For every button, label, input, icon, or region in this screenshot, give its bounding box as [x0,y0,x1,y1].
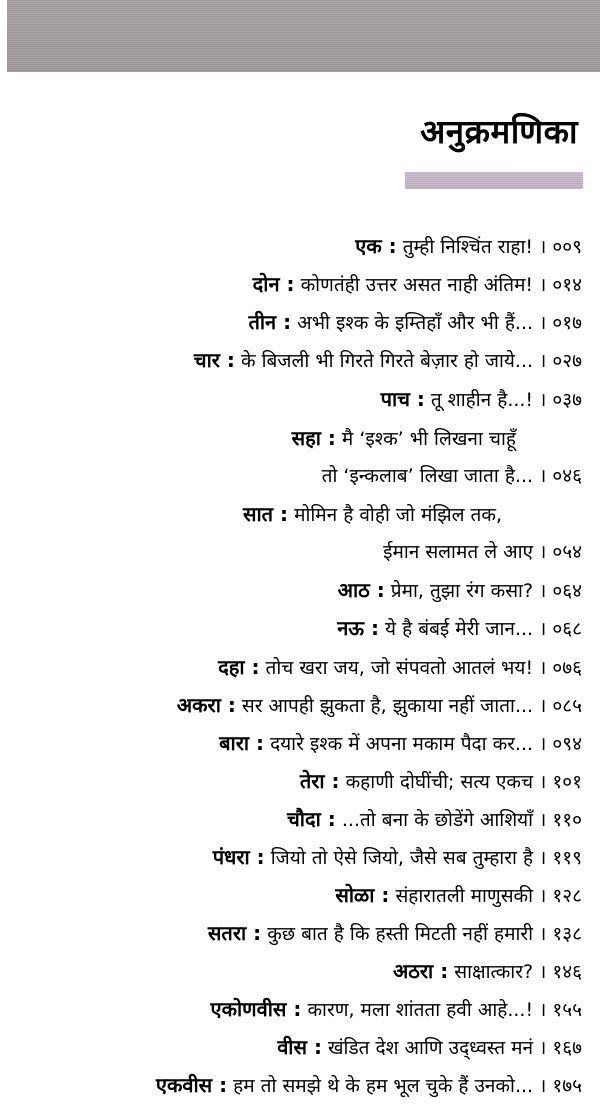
toc-title: हम तो समझे थे के हम भूल चुके हैं उनको... [233,1075,534,1097]
toc-entry [292,422,516,454]
toc-title: कहाणी दोघींची; सत्य एकच [345,771,534,793]
toc-title: तुम्ही निश्चिंत राहा! [402,236,534,258]
toc-page: । १०१ [539,771,582,793]
toc-title: तो ‘इन्कलाब’ लिखा जाता है... [321,465,534,487]
toc-entry [243,498,502,530]
toc-title: प्रेमा, तुझा रंग कसा? [390,580,534,602]
toc-page: । ०१७ [539,312,582,334]
toc-entry [287,803,582,835]
toc-label: आठ : [337,578,385,602]
toc-page: । ११९ [539,847,582,869]
toc-label: दोन : [252,272,295,296]
toc-label: नऊ : [337,616,379,640]
toc-label: एकवीस : [155,1073,228,1097]
toc-label: अकरा : [176,693,236,717]
toc-entry [156,1069,582,1101]
toc-entry [208,917,582,949]
toc-entry [213,841,582,873]
toc-label: एकोणवीस : [210,997,302,1021]
toc-page: । ११० [539,809,582,831]
toc-page: । ०२७ [539,350,582,372]
toc-entry [253,268,582,300]
title-underline-bar [405,172,583,189]
toc-entry [211,993,582,1025]
toc-title: जियो तो ऐसे जियो, जैसे सब तुम्हारा है [270,847,534,869]
toc-label: सहा : [291,426,336,450]
toc-page: । ०८५ [539,695,582,717]
toc-page: । ०७६ [539,657,582,679]
toc-title: के बिजली भी गिरते गिरते बेज़ार हो जाये... [240,350,534,372]
toc-page: । ००९ [539,236,582,258]
toc-entry [337,612,582,644]
toc-label: सतरा : [207,921,262,945]
toc-entry [194,344,582,376]
toc-entry [335,879,582,911]
toc-page: । १६७ [539,1037,582,1059]
toc-page: । ०४६ [539,465,582,487]
toc-entry [177,689,582,721]
toc-title: मै ‘इश्क’ भी लिखना चाहूँ [341,428,516,450]
toc-title: दयारे इश्क में अपना मकाम पैदा कर... [270,733,534,755]
toc-label: वीस : [277,1035,322,1059]
toc-title: अभी इश्क के इम्तिहाँ और भी हैं... [297,312,534,334]
toc-label: अठरा : [392,959,449,983]
toc-label: बारा : [219,731,265,755]
toc-title: कारण, मला शांतता हवी आहे...! [307,999,534,1021]
toc-page: । ०१४ [539,274,582,296]
toc-title: कुछ बात है कि हस्ती मिटती नहीं हमारी [267,923,534,945]
toc-entry [381,383,582,415]
toc-label: चार : [193,348,235,372]
toc-entry [393,955,582,987]
toc-label: पाच : [380,387,425,411]
toc-title: ये है बंबई मेरी जान... [385,618,534,640]
toc-page: । ०३७ [539,389,582,411]
toc-page: । १२८ [539,885,582,907]
toc-entry [300,765,582,797]
toc-page: । ०६८ [539,618,582,640]
header-band [7,0,600,72]
toc-title: ईमान सलामत ले आए [383,541,534,563]
toc-title: संहारातली माणुसकी [395,885,534,907]
toc-label: तेरा : [299,769,340,793]
toc-title: तू शाहीन है...! [430,389,534,411]
toc-entry-continuation [383,536,582,568]
page-title: अनुक्रमणिका [420,112,578,151]
toc-page: । १७५ [539,1075,582,1097]
toc-entry-continuation [322,460,582,492]
toc-page: । १४६ [539,961,582,983]
toc-entry [277,1031,582,1063]
toc-title: खंडित देश आणि उद्ध्वस्त मनं [328,1037,534,1059]
toc-label: एक : [355,234,397,258]
toc-page: । ०९४ [539,733,582,755]
toc-entry [219,727,582,759]
toc-title: तोच खरा जय, जो संपवतो आतलं भय! [265,657,534,679]
toc-label: तीन : [248,310,292,334]
toc-label: सोळा : [335,883,390,907]
toc-label: पंधरा : [212,845,265,869]
toc-entry [248,306,582,338]
toc-label: दहा : [218,655,260,679]
toc-page: । ०६४ [539,580,582,602]
toc-title: कोणतंही उत्तर असत नाही अंतिम! [300,274,534,296]
toc-page: । १५५ [539,999,582,1021]
toc-title: साक्षात्कार? [454,961,534,983]
toc-label: चौदा : [287,807,336,831]
toc-entry [338,574,582,606]
toc-title: मोमिन है वोही जो मंझिल तक, [294,504,502,526]
toc-title: सर आपही झुकता है, झुकाया नहीं जाता... [241,695,534,717]
toc-page: । १३८ [539,923,582,945]
toc-page: । ०५४ [539,541,582,563]
toc-entry [355,230,582,262]
toc-title: ...तो बना के छोडेंगे आशियाँ [341,809,534,831]
toc-entry [218,651,582,683]
toc-label: सात : [242,502,289,526]
